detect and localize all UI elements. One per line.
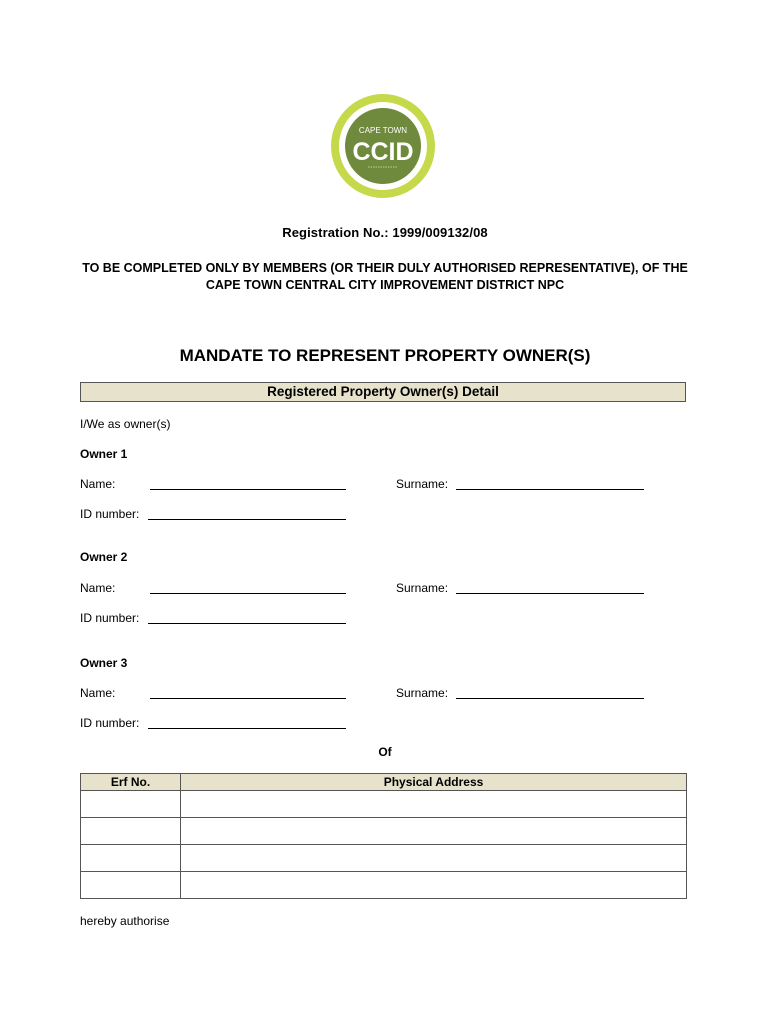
owner-3-surname-field[interactable] [456, 687, 644, 699]
erf-no-header: Erf No. [81, 774, 181, 791]
physical-address-cell[interactable] [181, 818, 687, 845]
logo-main-text: CCID [352, 138, 414, 166]
physical-address-cell[interactable] [181, 845, 687, 872]
owner-2-id-field[interactable] [148, 612, 346, 624]
owner-2-name-label: Name: [80, 581, 116, 595]
erf-no-cell[interactable] [81, 872, 181, 899]
registration-number: Registration No.: 1999/009132/08 [282, 225, 488, 240]
owner-3-surname-label: Surname: [396, 686, 449, 700]
owner-1-heading: Owner 1 [80, 447, 128, 461]
ccid-logo [330, 93, 436, 199]
owner-3-name-label: Name: [80, 686, 116, 700]
page-title: MANDATE TO REPRESENT PROPERTY OWNER(S) [179, 346, 591, 365]
owner-3-id-field[interactable] [148, 717, 346, 729]
owners-intro: I/We as owner(s) [80, 417, 171, 431]
table-row [81, 845, 687, 872]
erf-table [80, 773, 687, 899]
section-heading: Registered Property Owner(s) Detail [80, 382, 686, 402]
owner-2-id-label: ID number: [80, 611, 140, 625]
table-row [81, 791, 687, 818]
owner-1-name-label: Name: [80, 477, 116, 491]
owner-3-id-label: ID number: [80, 716, 140, 730]
owner-3-heading: Owner 3 [80, 656, 128, 670]
logo-top-text: CAPE TOWN [358, 126, 408, 135]
erf-no-cell[interactable] [81, 845, 181, 872]
owner-1-surname-field[interactable] [456, 478, 644, 490]
intro-line-1: TO BE COMPLETED ONLY BY MEMBERS (OR THEIR DULY AUTHORISED REPRESENTATIVE), OF THE [82, 261, 688, 275]
table-row [81, 872, 687, 899]
owner-2-surname-field[interactable] [456, 582, 644, 594]
closing-text: hereby authorise [80, 914, 170, 928]
owner-1-name-field[interactable] [150, 478, 346, 490]
owner-1-surname-label: Surname: [396, 477, 449, 491]
erf-no-cell[interactable] [81, 791, 181, 818]
physical-address-cell[interactable] [181, 872, 687, 899]
intro-text [60, 260, 710, 294]
owner-1-id-field[interactable] [148, 508, 346, 520]
owner-2-name-field[interactable] [150, 582, 346, 594]
table-row [81, 818, 687, 845]
intro-line-2: CAPE TOWN CENTRAL CITY IMPROVEMENT DISTRICT NPC [205, 278, 565, 292]
owner-2-heading: Owner 2 [80, 550, 128, 564]
erf-no-cell[interactable] [81, 818, 181, 845]
physical-address-cell[interactable] [181, 791, 687, 818]
owner-2-surname-label: Surname: [396, 581, 449, 595]
physical-address-header: Physical Address [181, 774, 687, 791]
of-label: Of [378, 745, 392, 759]
owner-1-id-label: ID number: [80, 507, 140, 521]
owner-3-name-field[interactable] [150, 687, 346, 699]
